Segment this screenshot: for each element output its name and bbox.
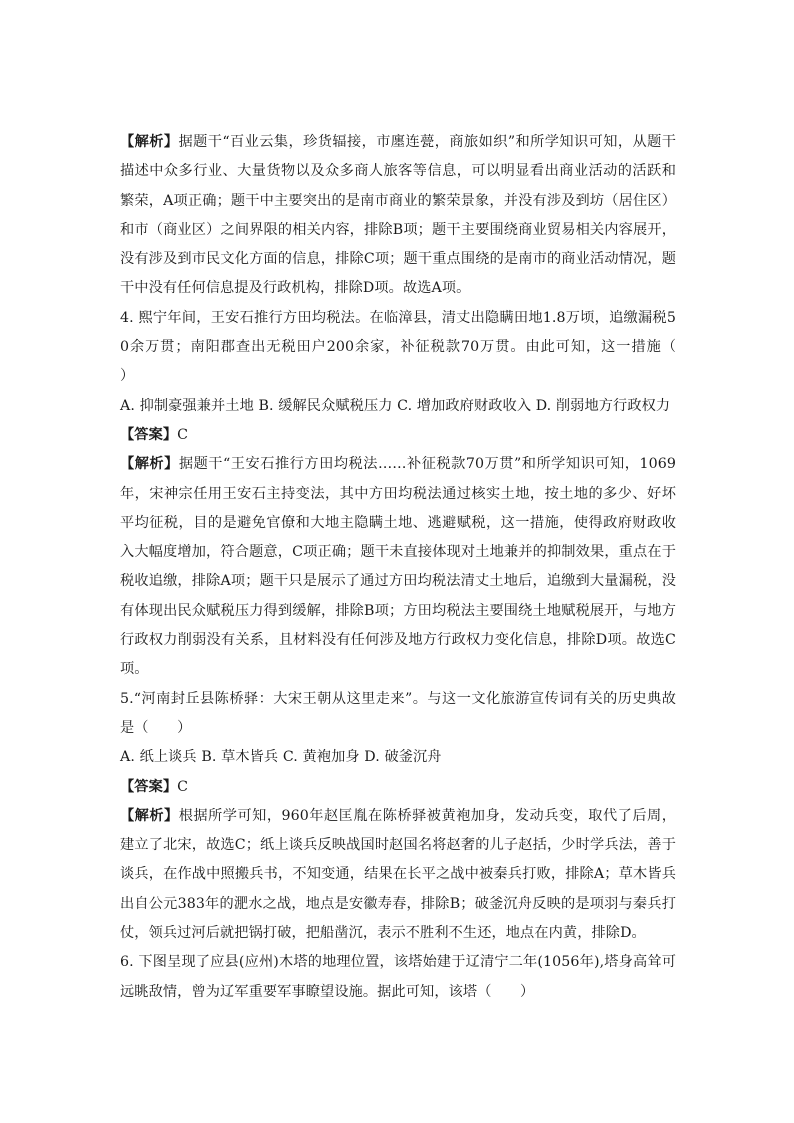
document-body	[120, 128, 705, 1007]
answer-q5	[120, 773, 676, 802]
analysis-q5	[120, 802, 676, 948]
analysis-q4	[120, 450, 676, 684]
analysis-text: 根据所学可知，960年赵匡胤在陈桥驿被黄袍加身，发动兵变，取代了后周，建立了北宋，故选C；纸上谈兵反映战国时赵国名将赵奢的儿子赵括，少时学兵法，善于谈兵，在作战中照搬兵书，不知变通，结果在长平之战中被秦兵打败，排除A；草木皆兵出自公元383年的淝水之战，地点是安徽寿春，排除B；破釜沉舟反映的是项羽与秦兵打仗，领兵过河后就把锅打破，把船凿沉，表示不胜利不生还，地点在内黄，排除D。	[120, 807, 676, 942]
answer-tag: 【答案】	[120, 778, 178, 795]
analysis-tag: 【解析】	[120, 456, 179, 473]
question-6: 6. 下图呈现了应县(应州)木塔的地理位置，该塔始建于辽清宁二年(1056年),塔身高耸可远眺敌情，曾为辽军重要军事瞭望设施。据此可知，该塔（ ）	[120, 954, 676, 1000]
options-q4: A. 抑制豪强兼并土地 B. 缓解民众赋税压力 C. 增加政府财政收入 D. 削弱地方行政权力	[120, 397, 671, 414]
options-q5: A. 纸上谈兵 B. 草木皆兵 C. 黄袍加身 D. 破釜沉舟	[120, 749, 442, 766]
answer-tag: 【答案】	[120, 426, 178, 443]
analysis-tag: 【解析】	[120, 807, 179, 824]
analysis-text: 据题干“百业云集，珍货辐接，市廛连甍，商旅如织”和所学知识可知，从题干描述中众多行业、大量货物以及众多商人旅客等信息，可以明显看出商业活动的活跃和繁荣，A项正确；题干中主要突出的是南市商业的繁荣景象，并没有涉及到坊（居住区）和市（商业区）之间界限的相关内容，排除B项；题干主要围绕商业贸易相关内容展开，没有涉及到市民文化方面的信息，排除C项；题干重点围绕的是南市的商业活动情况，题干中没有任何信息提及行政机构，排除D项。故选A项。	[120, 134, 676, 297]
analysis-tag: 【解析】	[120, 134, 179, 150]
analysis-q3	[120, 128, 676, 304]
question-4: 4. 熙宁年间，王安石推行方田均税法。在临漳县，清丈出隐瞒田地1.8万顷，追缴漏税50余万贯；南阳郡查出无税田户200余家，补征税款70万贯。由此可知，这一措施（ ）	[120, 309, 705, 385]
answer-value: C	[177, 778, 189, 795]
answer-value: C	[177, 426, 189, 443]
answer-q4	[120, 421, 676, 450]
analysis-text: 据题干“王安石推行方田均税法……补征税款70万贯”和所学知识可知，1069年，宋神宗任用王安石主持变法，其中方田均税法通过核实土地，按土地的多少、好坏平均征税，目的是避免官僚和大地主隐瞒土地、逃避赋税，这一措施，使得政府财政收入大幅度增加，符合题意，C项正确；题干未直接体现对土地兼并的抑制效果，重点在于税收追缴，排除A项；题干只是展示了通过方田均税法清丈土地后，追缴到大量漏税，没有体现出民众赋税压力得到缓解，排除B项；方田均税法主要围绕土地赋税展开，与地方行政权力削弱没有关系，且材料没有任何涉及地方行政权力变化信息，排除D项。故选C项。	[120, 456, 676, 678]
question-5: 5.“河南封丘县陈桥驿：大宋王朝从这里走来”。与这一文化旅游宣传词有关的历史典故是（ ）	[120, 690, 676, 736]
